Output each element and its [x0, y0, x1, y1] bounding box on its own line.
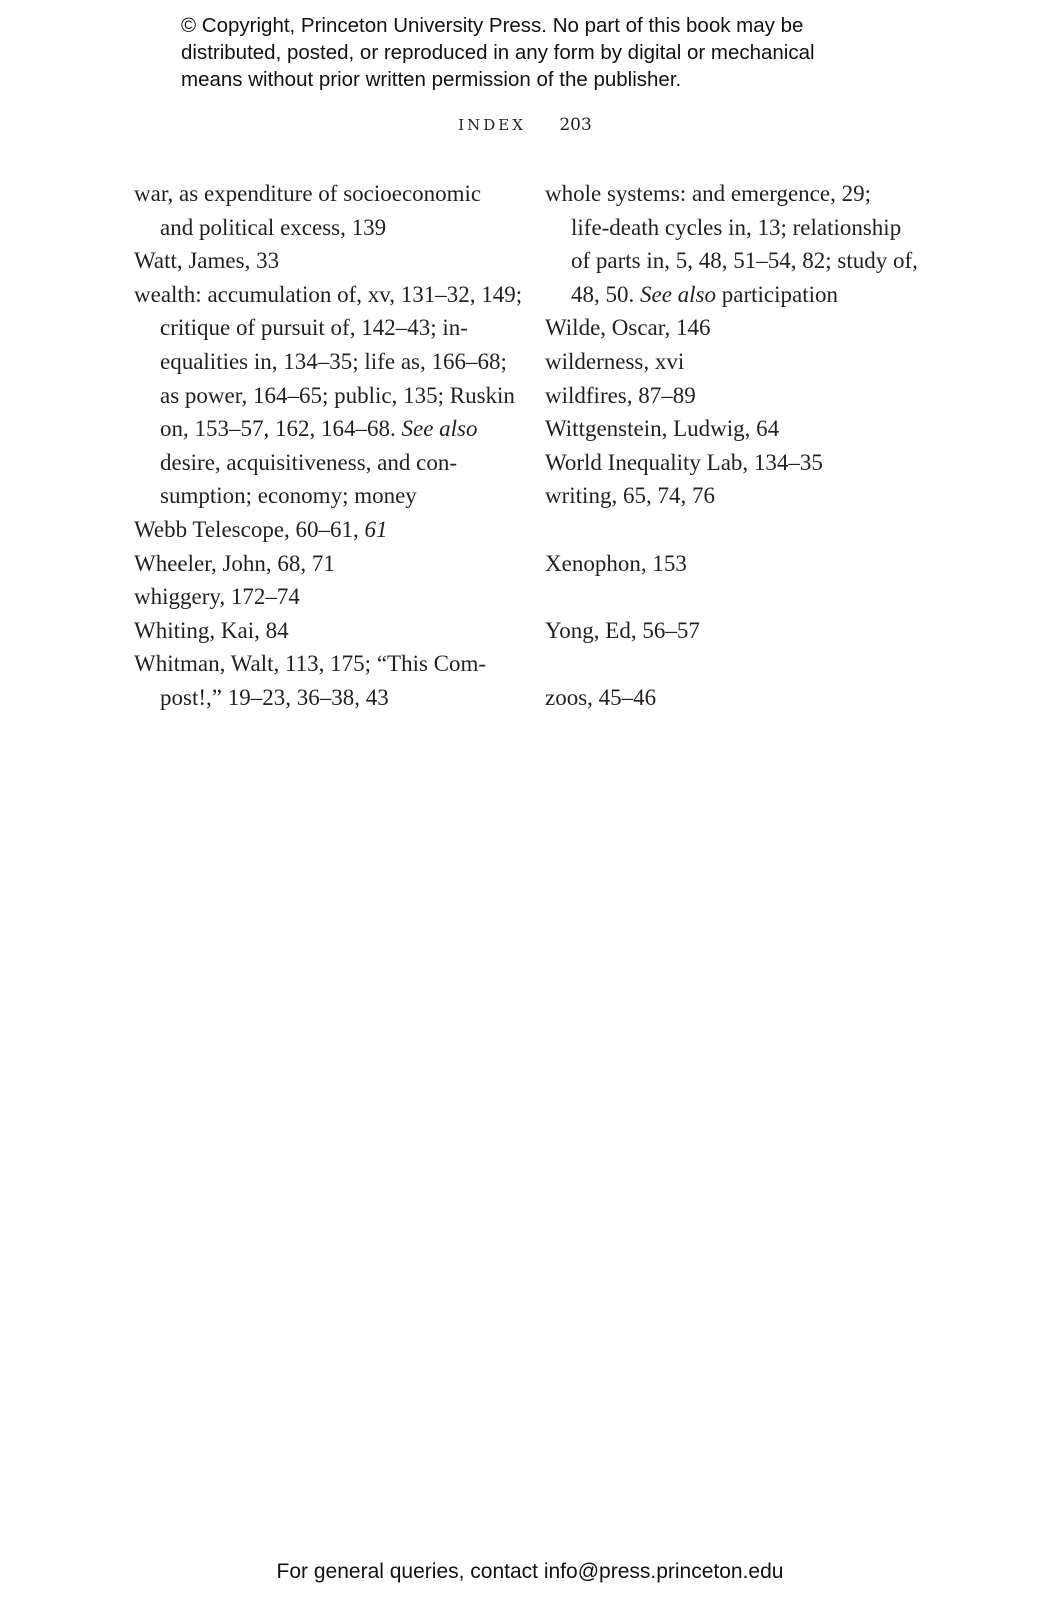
copyright-line: means without prior written permission of the publisher.: [181, 68, 682, 91]
index-line: equalities in, 134–35; life as, 166–68;: [160, 348, 507, 374]
page-number: 203: [559, 115, 592, 135]
index-line: Whitman, Walt, 113, 175; “This Com-: [134, 651, 487, 677]
index-line: as power, 164–65; public, 135; Ruskin: [160, 382, 515, 408]
index-entry: [545, 479, 925, 513]
copyright-line: distributed, posted, or reproduced in any form by digital or mechanical: [181, 41, 815, 64]
index-column-right: [545, 177, 925, 715]
index-entry: [134, 177, 514, 244]
index-entry: [545, 681, 925, 715]
italic-page-ref: 61: [364, 516, 388, 542]
index-line: writing, 65, 74, 76: [545, 483, 715, 509]
index-entry: [134, 513, 514, 547]
footer-contact: For general queries, contact info@press.princeton.edu: [276, 1560, 784, 1583]
index-line: whiggery, 172–74: [134, 584, 300, 610]
index-line: [134, 513, 514, 547]
index-entry: [134, 614, 514, 648]
running-head: [0, 115, 1050, 135]
index-line: desire, acquisitiveness, and con-: [160, 449, 457, 475]
index-line: critique of pursuit of, 142–43; in-: [160, 315, 468, 341]
index-line: World Inequality Lab, 134–35: [545, 449, 823, 475]
index-line: sumption; economy; money: [160, 483, 417, 509]
index-line: [545, 278, 925, 312]
index-line: wilderness, xvi: [545, 348, 685, 374]
index-text: Webb Telescope, 60–61,: [134, 516, 359, 542]
index-entry: [134, 647, 514, 714]
index-entry: [134, 278, 523, 513]
index-line: war, as expenditure of socioeconomic: [134, 181, 482, 206]
index-line: and political excess, 139: [160, 214, 387, 240]
letter-gap: [545, 513, 925, 547]
index-line: wealth: accumulation of, xv, 131–32, 149;: [134, 281, 523, 307]
index-entry: [134, 580, 514, 614]
see-also: See also: [640, 281, 717, 307]
letter-gap: [545, 580, 925, 614]
index-entry: [134, 547, 514, 581]
index-line: Wheeler, John, 68, 71: [134, 550, 335, 576]
index-line: Wilde, Oscar, 146: [545, 315, 711, 341]
letter-gap: [545, 647, 925, 681]
index-line: Xenophon, 153: [545, 550, 687, 576]
index-line: whole systems: and emergence, 29;: [545, 181, 871, 206]
index-line: Yong, Ed, 56–57: [545, 617, 700, 643]
index-line: of parts in, 5, 48, 51–54, 82; study of,: [571, 248, 918, 274]
index-entry: [545, 547, 925, 581]
index-entry: [545, 412, 925, 446]
index-entry: [134, 244, 514, 278]
index-text: 48, 50.: [571, 281, 635, 307]
index-text: participation: [721, 281, 839, 307]
index-text: on, 153–57, 162, 164–68.: [160, 416, 396, 442]
index-line: wildfires, 87–89: [545, 382, 696, 408]
copyright-line: © Copyright, Princeton University Press. No part of this book may be: [181, 14, 804, 37]
index-entry: [545, 311, 925, 345]
see-also: See also: [401, 416, 478, 442]
index-column-left: [134, 177, 523, 715]
running-head-label: INDEX: [458, 116, 526, 134]
index-line: life-death cycles in, 13; relationship: [571, 214, 902, 240]
index-line: post!,” 19–23, 36–38, 43: [160, 684, 389, 710]
index-entry: [545, 379, 925, 413]
index-line: Watt, James, 33: [134, 248, 280, 274]
index-line: Wittgenstein, Ludwig, 64: [545, 416, 780, 442]
index-entry: [545, 446, 925, 480]
index-entry: [545, 345, 925, 379]
index-entry: [545, 177, 925, 311]
index-line: zoos, 45–46: [545, 684, 657, 710]
index-line: [134, 412, 514, 446]
copyright-notice: [181, 12, 901, 93]
index-line: Whiting, Kai, 84: [134, 617, 289, 643]
index-entry: [545, 614, 925, 648]
